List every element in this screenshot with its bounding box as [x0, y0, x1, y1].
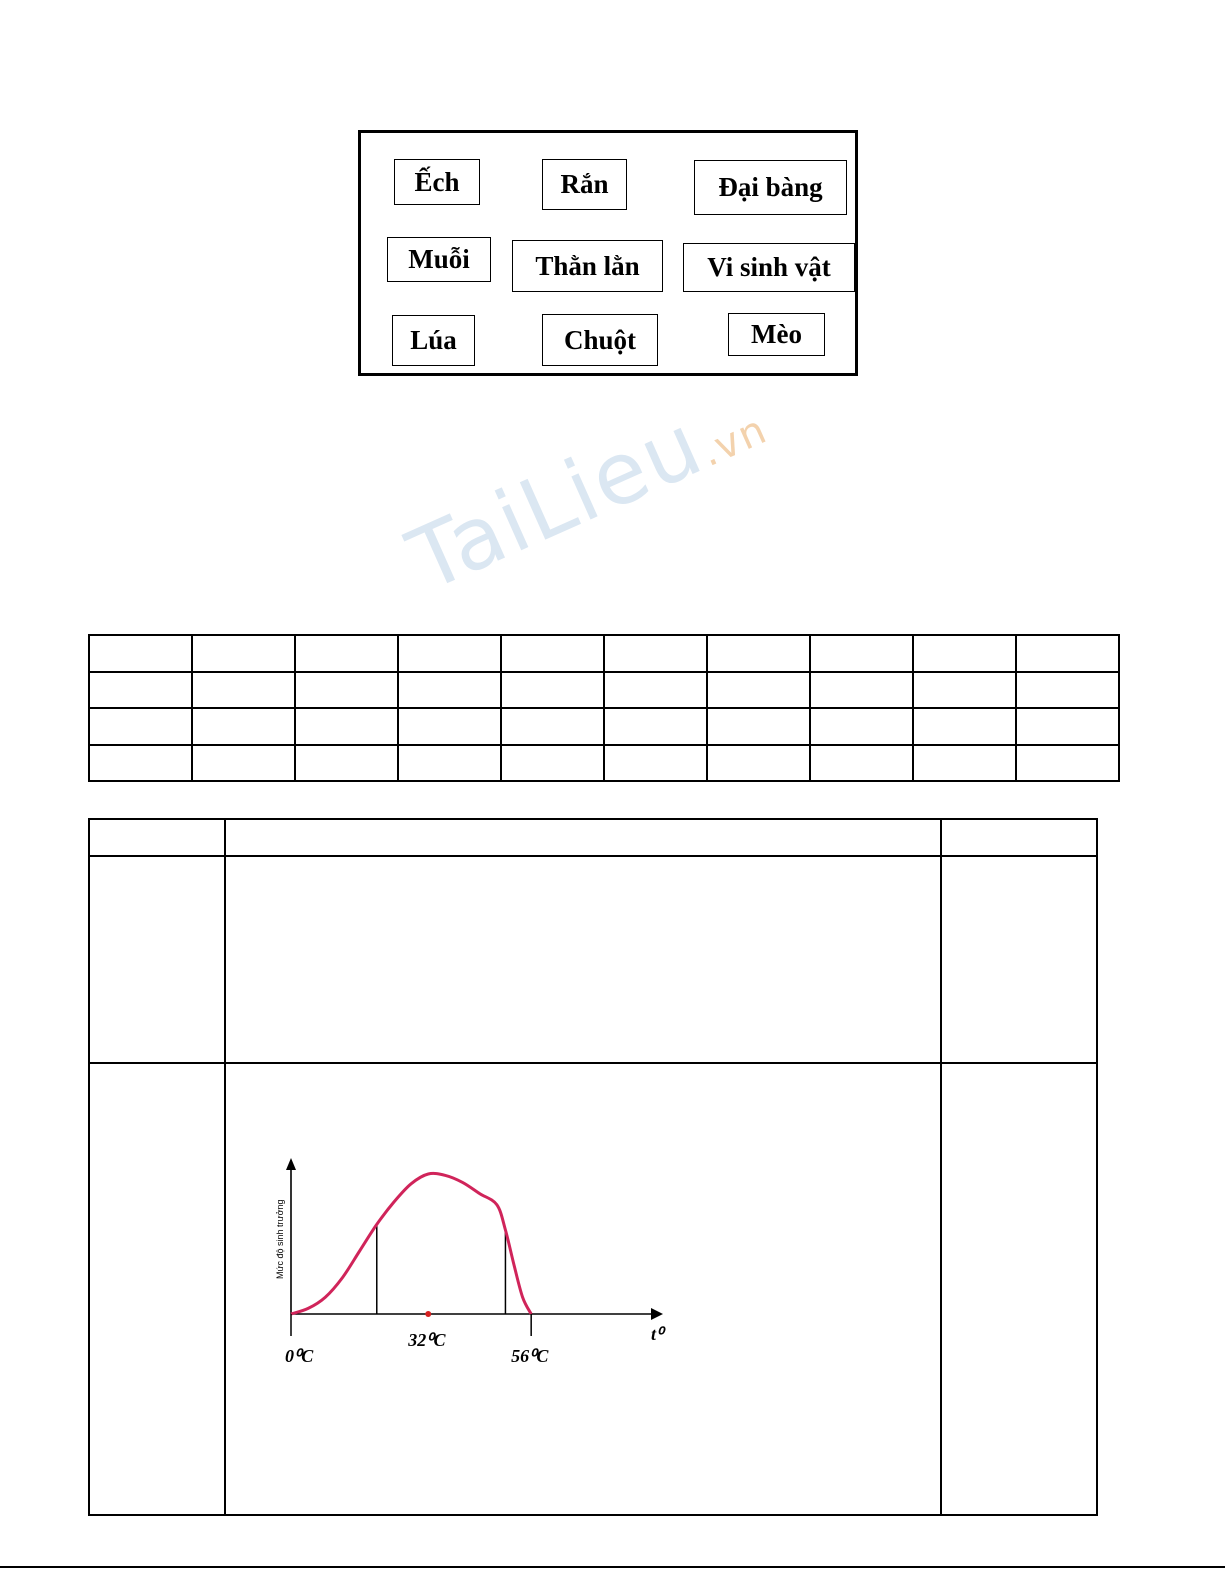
y-axis-arrow-icon: [286, 1158, 296, 1170]
table-row: [89, 1063, 1097, 1515]
organism-muoi: Muỗi: [387, 237, 491, 282]
table-row: [89, 856, 1097, 1063]
organism-frame: [358, 130, 858, 376]
grid-row: [89, 635, 1119, 672]
organism-ech: Ếch: [394, 159, 480, 205]
x-tick-label: 56⁰C: [511, 1346, 549, 1366]
organism-than-lan: Thằn lằn: [512, 240, 663, 292]
organism-vi-sinh-vat: Vi sinh vật: [683, 243, 855, 292]
growth-curve: [291, 1173, 531, 1314]
page-bottom-rule: [0, 1566, 1225, 1568]
grid-row: [89, 708, 1119, 745]
watermark-logo: TaiLieu.vn: [395, 394, 775, 612]
organism-dai-bang: Đại bàng: [694, 160, 847, 215]
organism-chuot: Chuột: [542, 314, 658, 366]
growth-chart: [271, 1154, 691, 1384]
organism-ran: Rắn: [542, 159, 627, 210]
answer-grid: [88, 634, 1120, 782]
organism-meo: Mèo: [728, 313, 825, 356]
optimum-marker: [425, 1311, 431, 1317]
organism-lua: Lúa: [392, 315, 475, 366]
y-axis-label: Mức độ sinh trưởng: [275, 1199, 285, 1279]
x-axis-label: t⁰: [651, 1324, 664, 1344]
growth-chart-svg: [271, 1154, 691, 1384]
x-tick-label: 0⁰C: [285, 1346, 314, 1366]
solution-table: [88, 818, 1098, 1516]
x-axis-arrow-icon: [651, 1308, 663, 1320]
table-row: [89, 819, 1097, 856]
x-tick-label: 32⁰C: [408, 1330, 446, 1350]
grid-row: [89, 745, 1119, 782]
grid-row: [89, 672, 1119, 709]
